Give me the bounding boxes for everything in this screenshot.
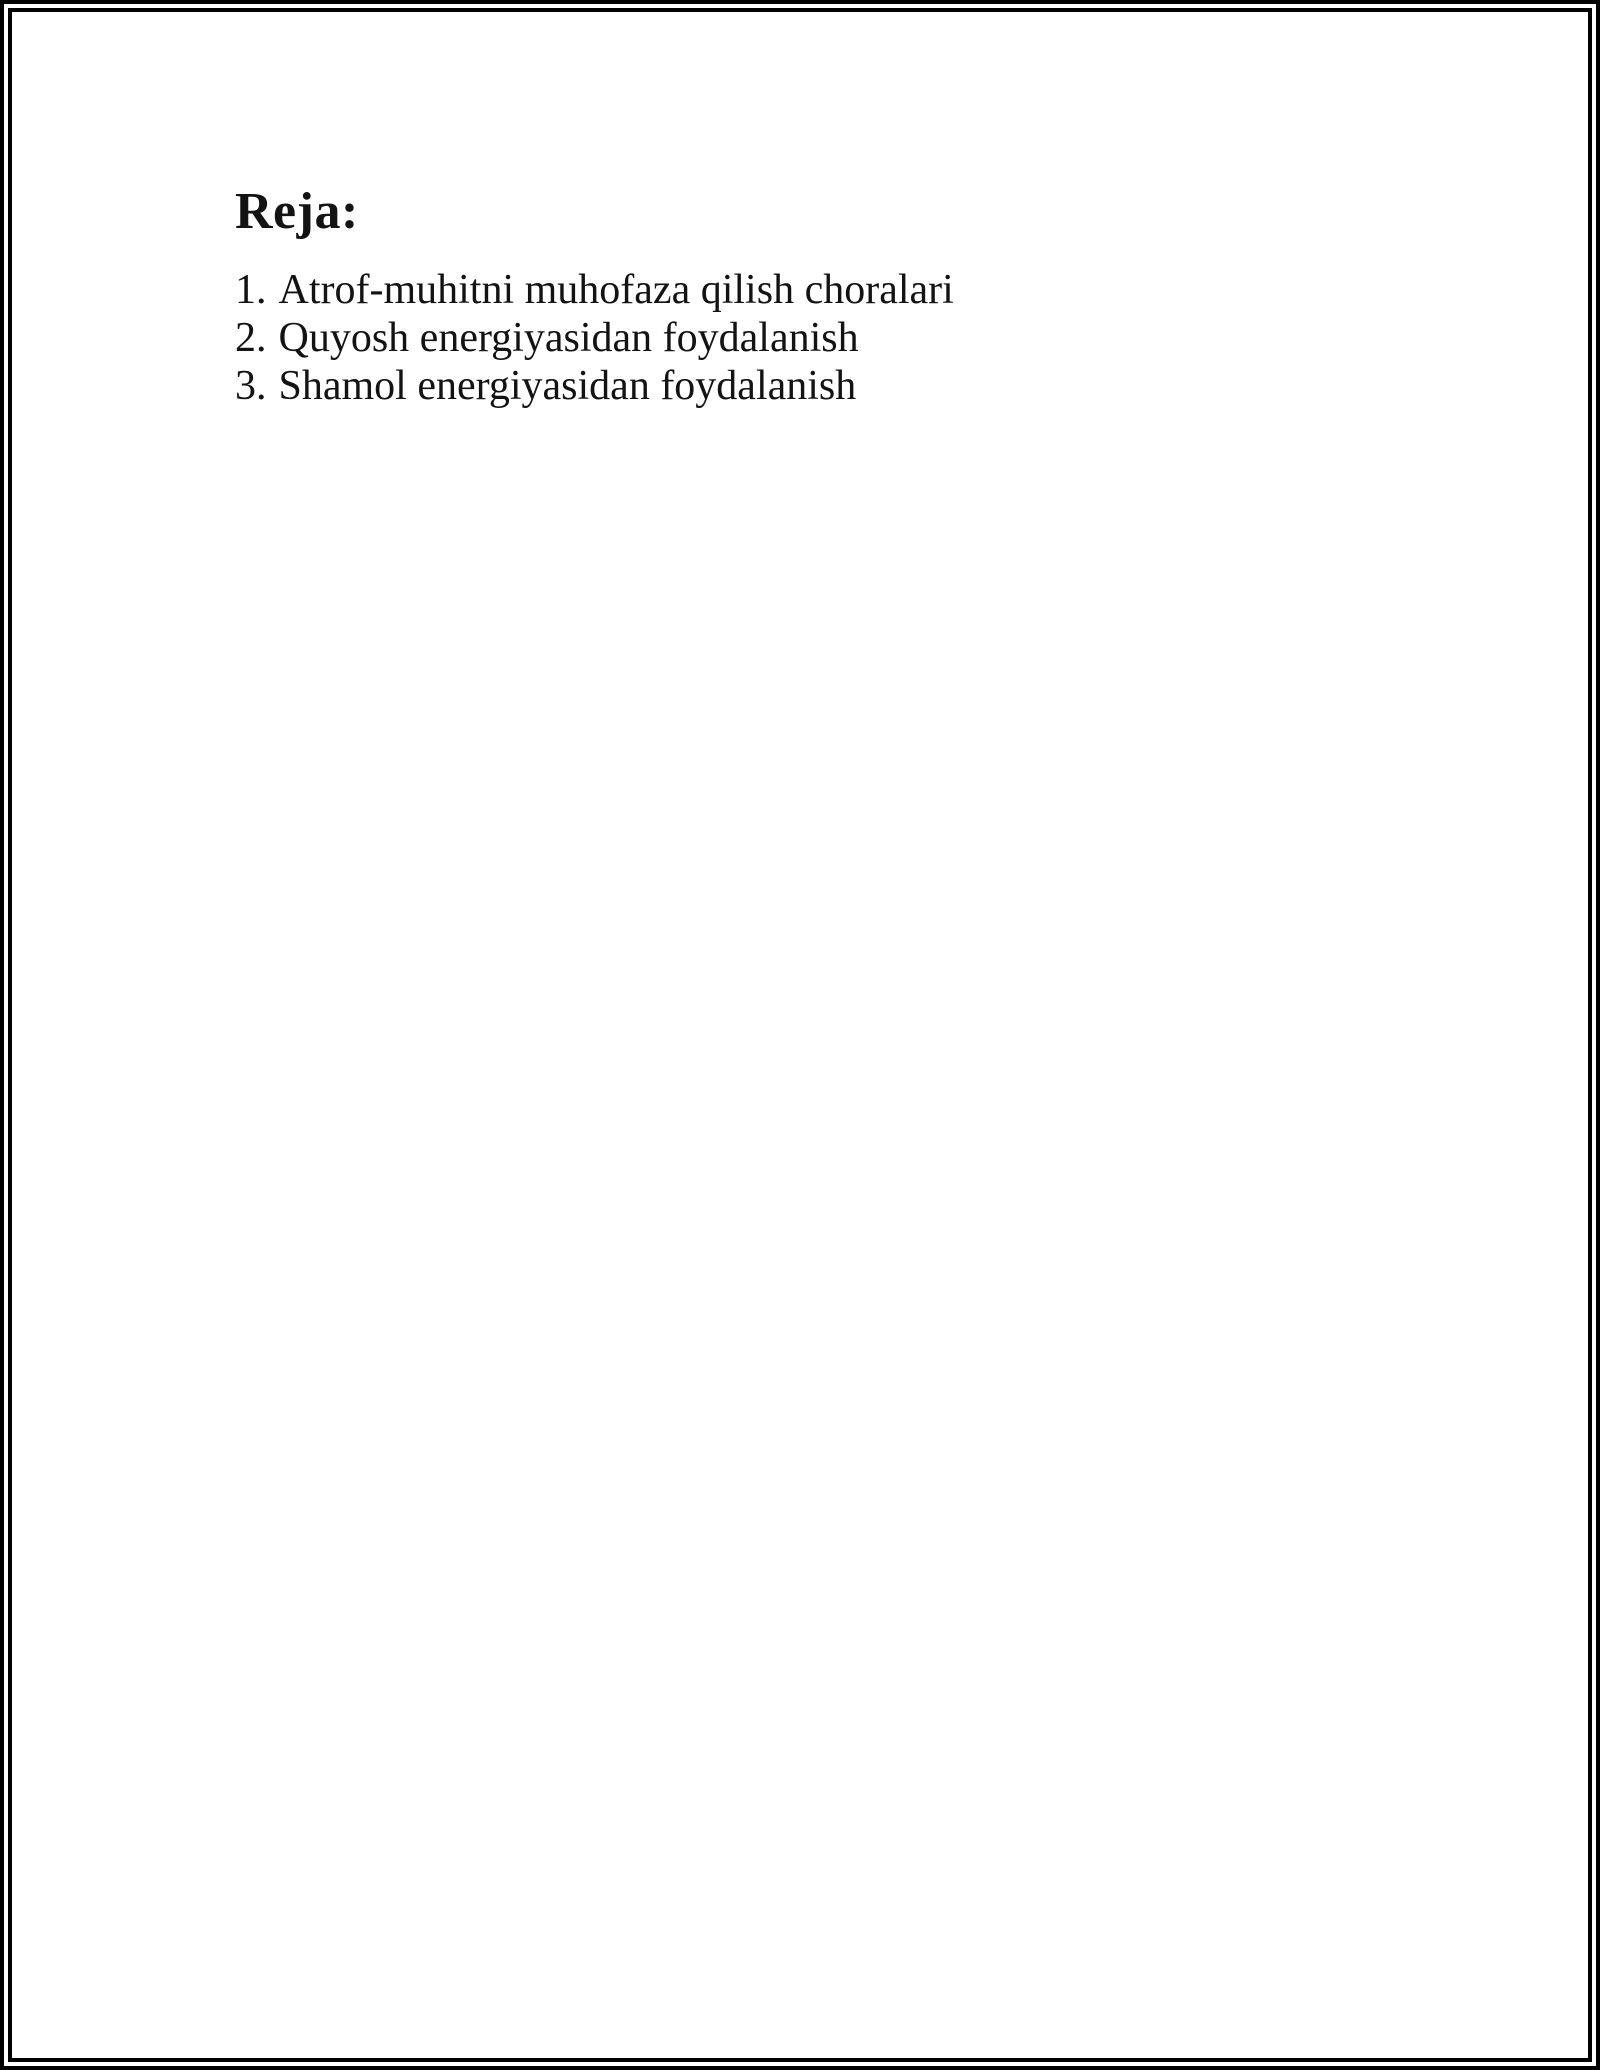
list-item	[235, 362, 954, 410]
list-item	[235, 314, 954, 362]
list-item-text: Quyosh energiyasidan foydalanish	[278, 315, 859, 361]
list-item-text: Shamol energiyasidan foydalanish	[278, 363, 857, 409]
list-item-number: 1.	[235, 267, 267, 313]
list-item-number: 3.	[235, 363, 267, 409]
list-item-number: 2.	[235, 315, 267, 361]
plan-list	[235, 266, 954, 410]
list-item-text: Atrof-muhitni muhofaza qilish choralari	[278, 267, 954, 313]
page-title: Reja:	[235, 183, 359, 240]
list-item	[235, 266, 954, 314]
